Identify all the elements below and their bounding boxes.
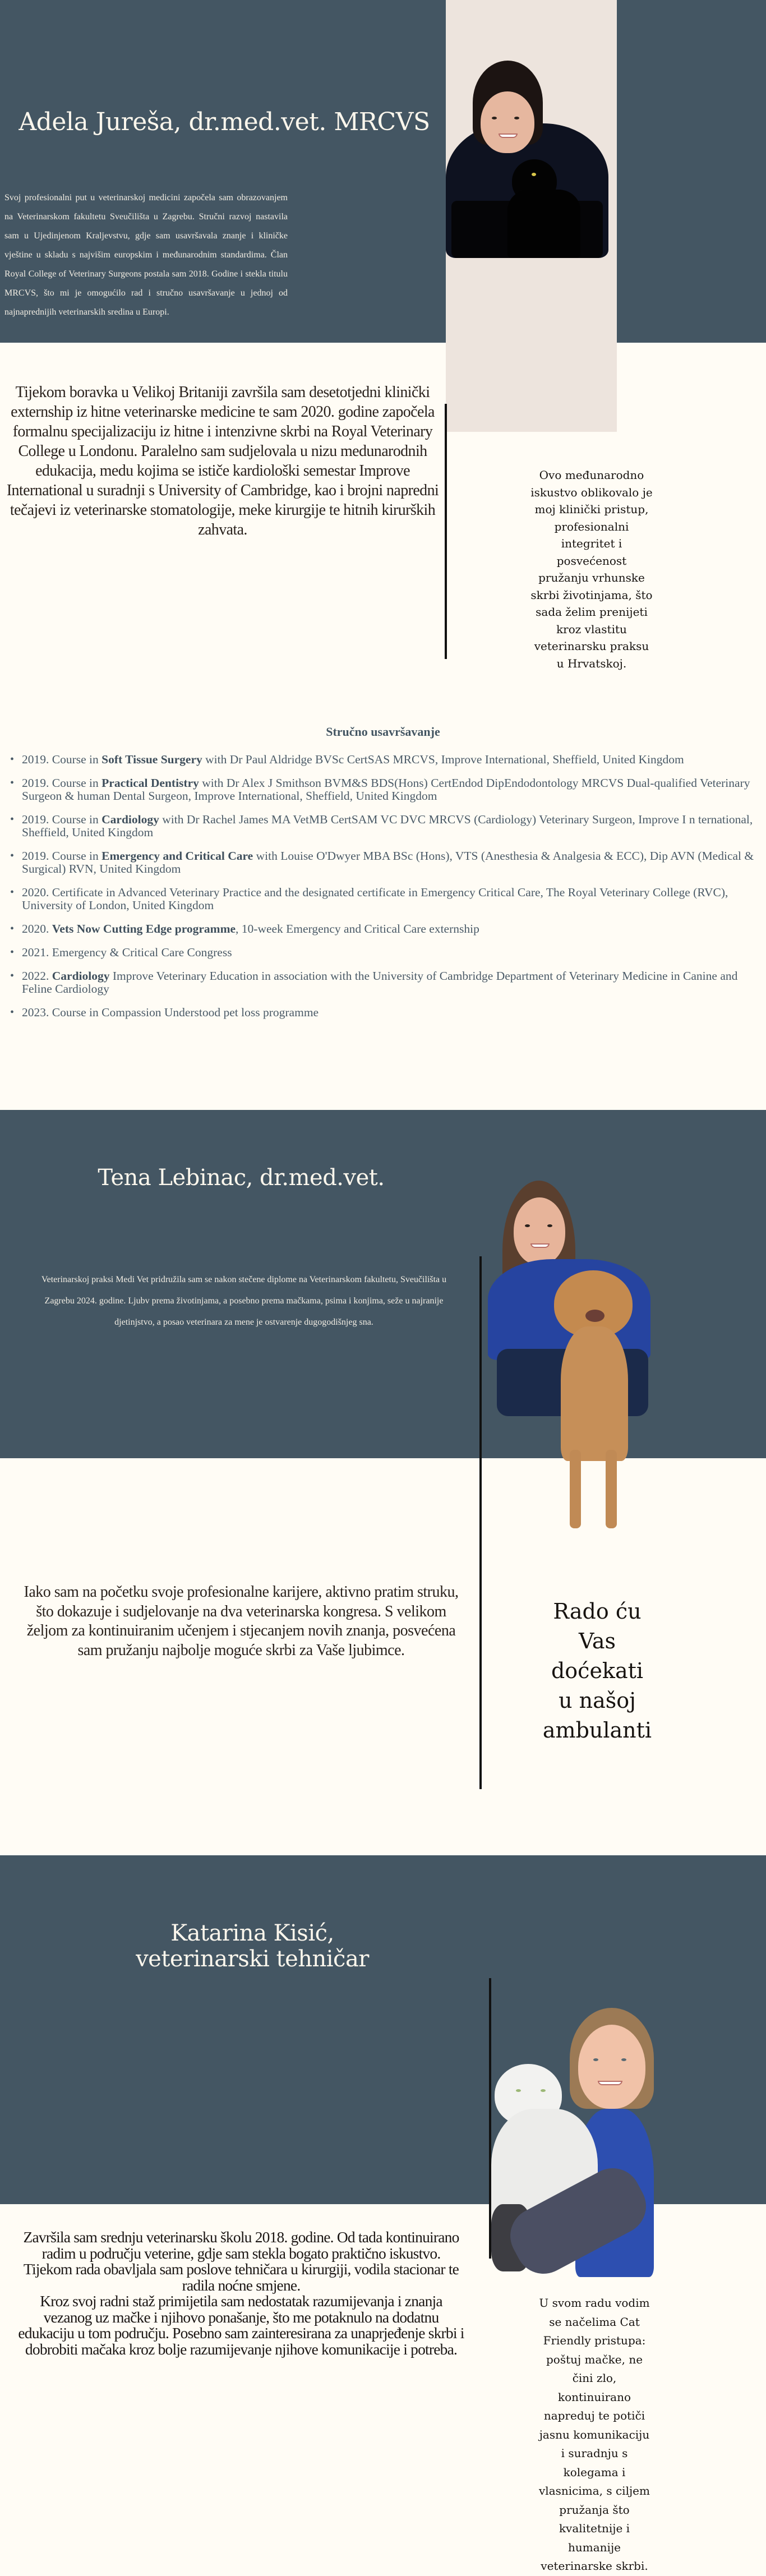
course-item: • 2023. Course in Compassion Understood pet loss programme — [9, 1006, 763, 1019]
course-item: • 2019. Course in Cardiology with Dr Rachel James MA VetMB CertSAM VC DVC MRCVS (Cardiology) Veterinary Surgeon, Improve I n ternational, Sheffield, United Kingdom — [9, 813, 763, 839]
profile-3-quote: U svom radu vodim se načelima Cat Friendly pristupa: poštuj mačke, ne čini zlo, kontinuirano napreduj te potiči jasnu komunikaciju i suradnju s kolegama i vlasnicima, s ciljem pružanja što kvalitetnije i humanije veterinarske skrbi. — [539, 2296, 650, 2573]
profile-2-intro: Veterinarskoj praksi Medi Vet pridružila sam se nakon stečene diplome na Veterinarskom fakultetu, Sveučilišta u Zagrebu 2024. godine. Ljubv prema životinjama, a posebno prema mačkama, psima i konjima, seže u najranije djetinjstvo, a posao veterinara za mene je ostvarenje dugogodišnjeg sna. — [41, 1275, 447, 1327]
course-item: • 2020. Vets Now Cutting Edge programme, 10-week Emergency and Critical Care externship — [9, 923, 763, 936]
profile-1-quote: Ovo međunarodno iskustvo oblikovalo je moj klinički pristup, profesionalni integritet i posvećenost pružanju vrhunske skrbi životinjama, što sada želim prenijeti kroz vlastitu veterinarsku praksu u Hrvatskoj. — [530, 468, 653, 670]
profile-3-body-paragraph-2: Kroz svoj radni staž primijetila sam nedostatak razumijevanja i znanja vezanog uz mačke i njihovo ponašanje, što me potaknulo na dodatnu edukaciju u tom području. Posebno sam zainteresirana za unaprjeđenje skrbi i dobrobiti mačaka kroz bolje razumijevanje njihove komunikacije i potreba. — [18, 2292, 464, 2358]
courses-list — [9, 753, 763, 1030]
profile-2-quote: Rado ću Vas doćekati u našoj ambulanti — [542, 1599, 652, 1743]
course-item: • 2022. Cardiology Improve Veterinary Education in association with the University of Cambridge Department of Veterinary Medicine in Canine and Feline Cardiology — [9, 970, 763, 996]
profile-1-intro: Svoj profesionalni put u veterinarskoj medicini započela sam obrazovanjem na Veterinarskom fakultetu Sveučilišta u Zagrebu. Stručni razvoj nastavila sam u Ujedinjenom Kraljevstvu, gdje sam usavršavala znanje i kliničke vještine u skladu s najvišim europskim i međunarodnim standardima. Član Royal College of Veterinary Surgeons postala sam 2018. Godine i stekla titulu MRCVS, što mi je omogućilo rad i stručno usavršavanje u jednoj od najnaprednijih veterinarskih sredina u Europi. — [4, 193, 288, 317]
profile-3-name-line1: Katarina Kisić, — [170, 1920, 334, 1946]
profile-3-photo — [491, 1997, 654, 2288]
profile-3-role: veterinarski tehničar — [136, 1946, 369, 1972]
profile-1-name: Adela Jureša, dr.med.vet. MRCVS — [19, 108, 430, 136]
profile-1-photo — [446, 61, 608, 258]
course-item: • 2019. Course in Practical Dentistry with Dr Alex J Smithson BVM&S BDS(Hons) CertEndod DipEndodontology MRCVS Dual-qualified Veterinary Surgeon & human Dental Surgeon, Improve International, Sheffield, United Kingdom — [9, 777, 763, 803]
profile-3-name — [0, 1920, 505, 1972]
course-item: • 2019. Course in Emergency and Critical Care with Louise O'Dwyer MBA BSc (Hons), VTS (Anesthesia & Analgesia & ECC), Dip AVN (Medical & Surgical) RVN, United Kingdom — [9, 850, 763, 875]
profile-2-divider-line — [479, 1256, 482, 1789]
profile-2-photo — [487, 1181, 655, 1540]
courses-section-title: Stručno usavršavanje — [326, 725, 440, 739]
profile-3-body-paragraph-1: Završila sam srednju veterinarsku školu 2018. godine. Od tada kontinuirano radim u području veterine, gdje sam stekla bogato praktično iskustvo. Tijekom rada obavljala sam poslove tehničara u kirurgiji, vodila stacionar te radila noćne smjene. — [23, 2228, 459, 2294]
course-item: • 2020. Certificate in Advanced Veterinary Practice and the designated certificate in Emergency Critical Care, The Royal Veterinary College (RVC), University of London, United Kingdom — [9, 886, 763, 912]
profile-2-name: Tena Lebinac, dr.med.vet. — [98, 1165, 385, 1191]
course-item: • 2019. Course in Soft Tissue Surgery with Dr Paul Aldridge BVSc CertSAS MRCVS, Improve International, Sheffield, United Kingdom — [9, 753, 763, 766]
course-item: • 2021. Emergency & Critical Care Congress — [9, 946, 763, 959]
profile-1-body: Tijekom boravka u Velikoj Britaniji završila sam desetotjedni klinički externship iz hitne veterinarske medicine te sam 2020. godine započela formalnu specijalizaciju iz hitne i intenzivne skrbi na Royal Veterinary College u Londonu. Paralelno sam sudjelovala u nizu medunarodnih edukacija, medu kojima se ističe kardiološki semestar Improve International u suradnji s University of Cambridge, kao i brojni napredni tečajevi iz veterinarske stomatologije, meke kirurgije te hitnih kirurških zahvata. — [6, 384, 439, 538]
profile-2-body: Iako sam na početku svoje profesionalne karijere, aktivno pratim struku, što dokazuje i sudjelovanje na dva veterinarska kongresa. S velikom željom za kontinuiranim učenjem i stjecanjem novih znanja, posvećena sam pružanju najbolje moguće skrbi za Vaše ljubimce. — [24, 1583, 459, 1659]
profile-3-body — [17, 2229, 465, 2357]
